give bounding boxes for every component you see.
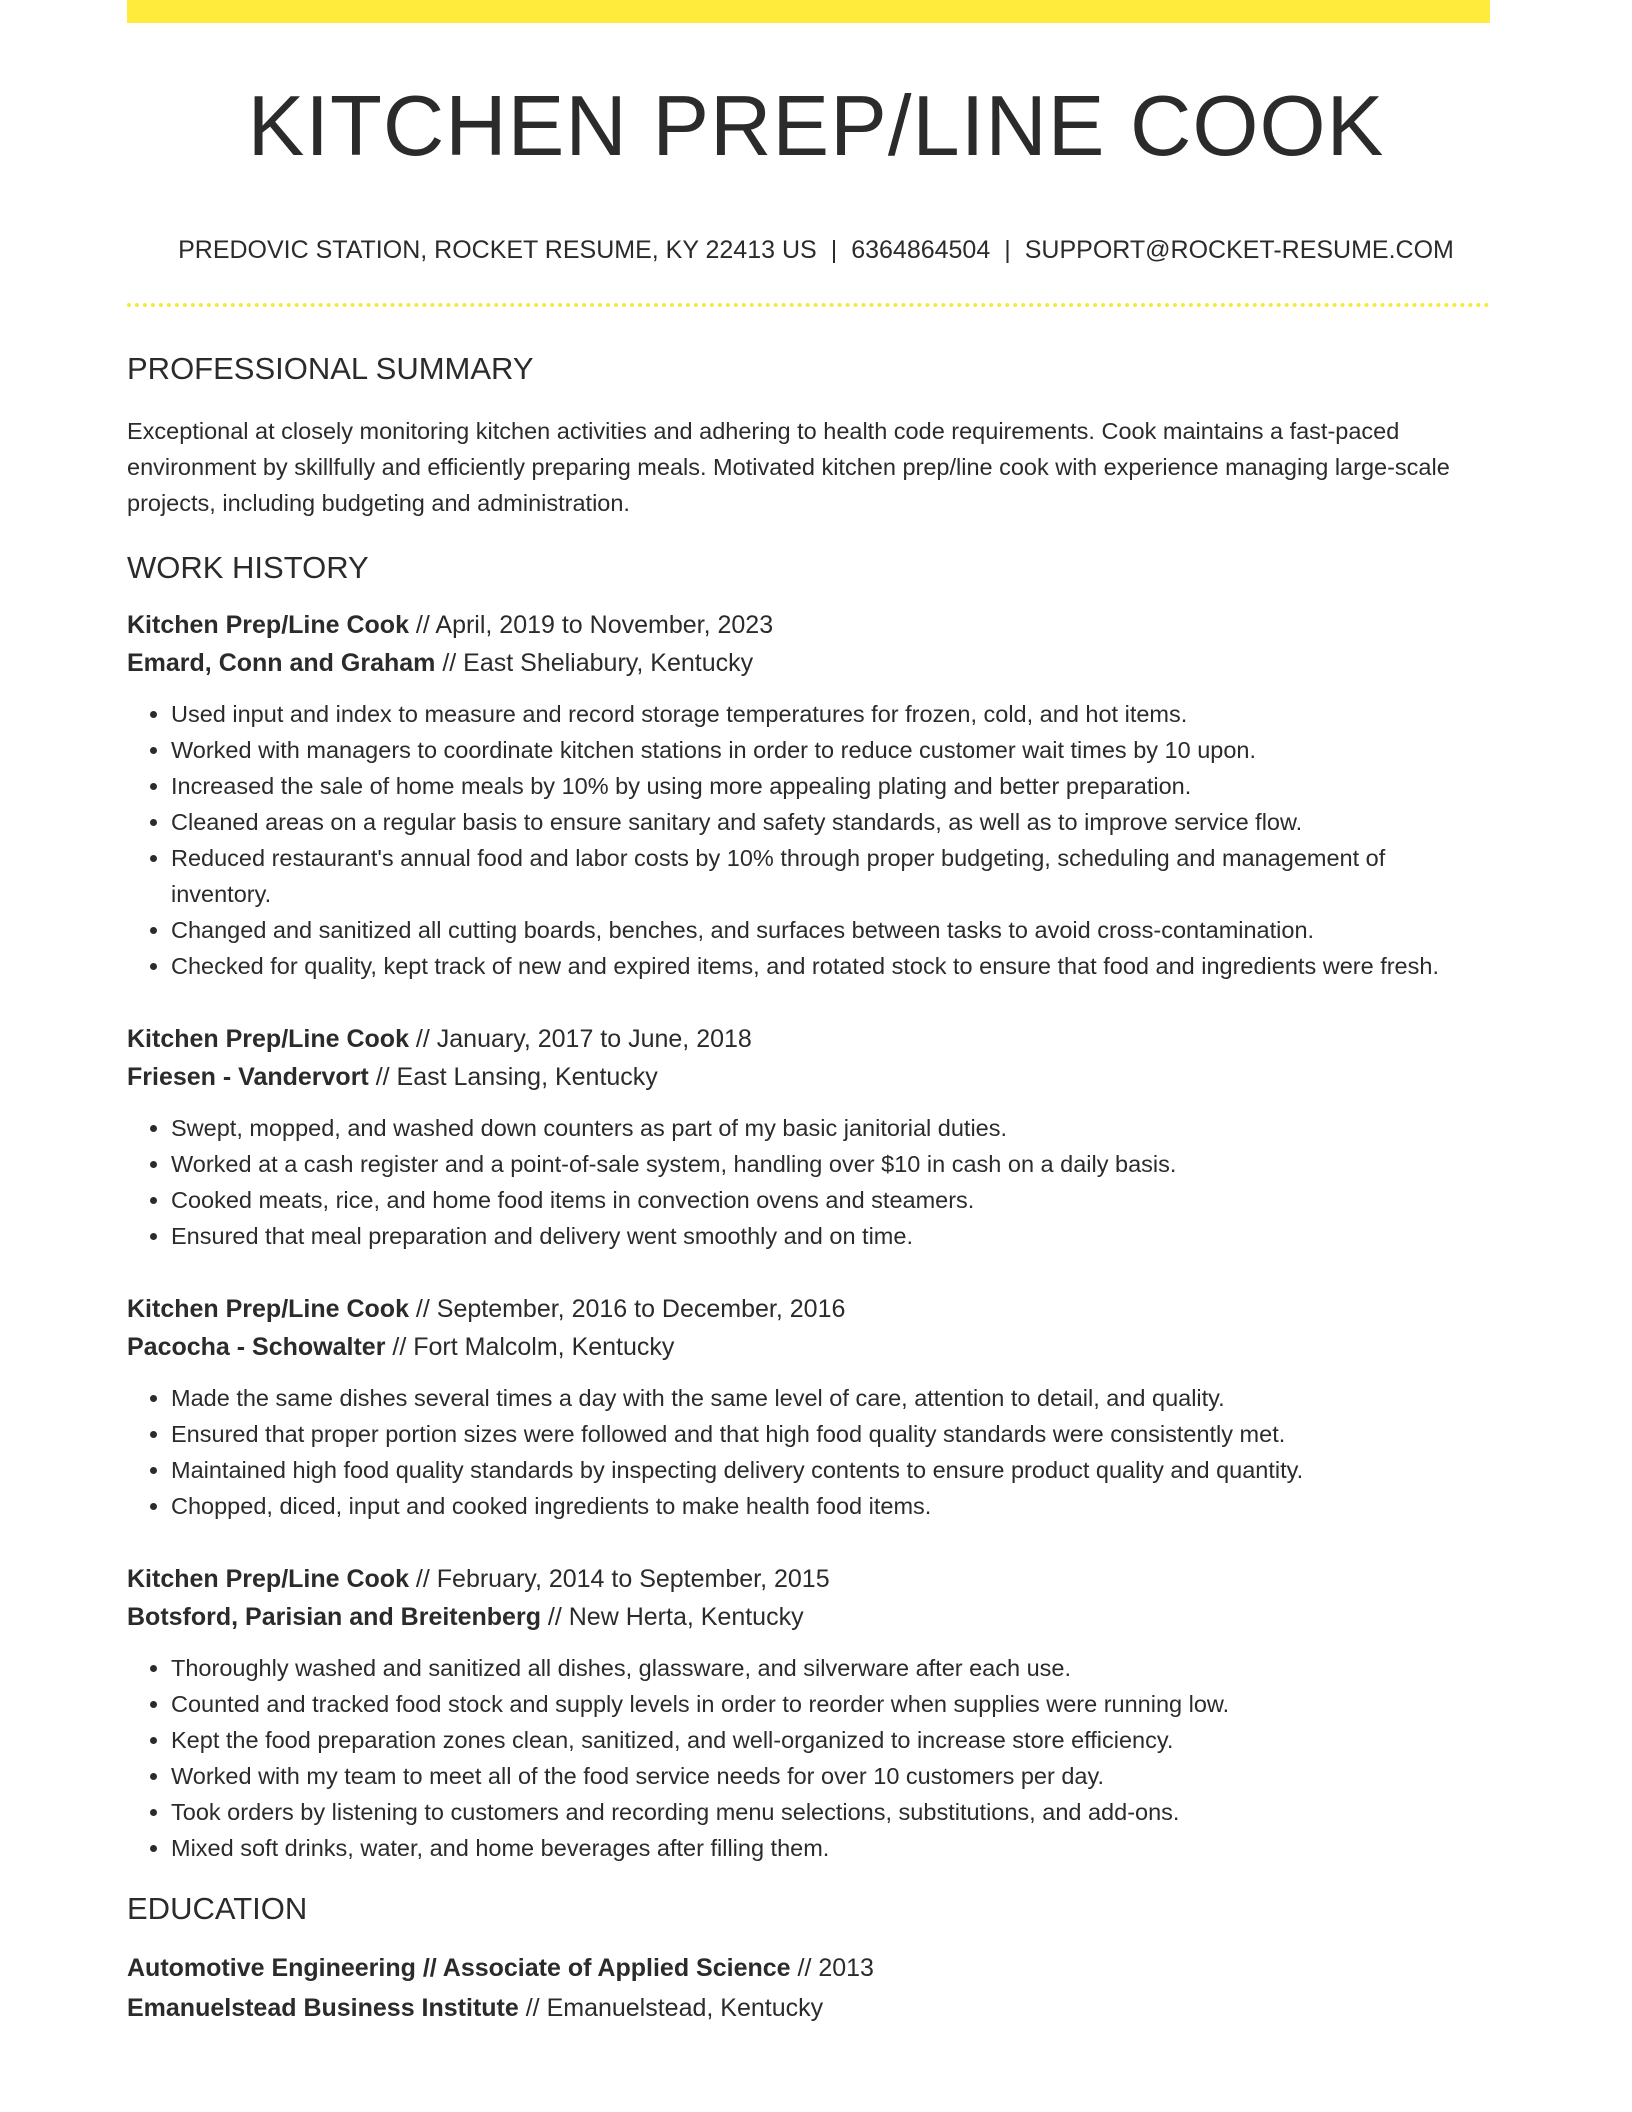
education-degree-line: [127, 1948, 1490, 1988]
job-title-line: [127, 1560, 1490, 1598]
bullet-item: • Checked for quality, kept track of new and expired items, and rotated stock to ensure that food and ingredients were fresh.: [171, 948, 1490, 984]
job-location: // New Herta, Kentucky: [540, 1603, 804, 1632]
job-dates: // September, 2016 to December, 2016: [408, 1295, 846, 1324]
education-year: // 2013: [790, 1953, 874, 1982]
contact-address: PREDOVIC STATION, ROCKET RESUME, KY 22413 US: [178, 236, 817, 264]
summary-text: Exceptional at closely monitoring kitchen activities and adhering to health code requirements. Cook maintains a fast-paced environment by skillfully and efficiently preparing meals. Motivated kitchen prep/line cook with experience managing large-scale projects, including budgeting and administration.: [127, 418, 1450, 517]
education-school: Emanuelstead Business Institute: [127, 1993, 519, 2022]
bullet-item: • Worked at a cash register and a point-of-sale system, handling over $10 in cash on a daily basis.: [171, 1146, 1490, 1182]
job-dates: // April, 2019 to November, 2023: [408, 611, 774, 640]
job-bullets: [127, 1650, 1490, 1866]
contact-email: SUPPORT@ROCKET-RESUME.COM: [1024, 236, 1454, 264]
header-divider: [127, 303, 1490, 307]
job-title: Kitchen Prep/Line Cook: [127, 1565, 409, 1594]
job-dates: // January, 2017 to June, 2018: [408, 1025, 752, 1054]
job-location: // East Sheliabury, Kentucky: [435, 649, 754, 678]
bullet-item: • Kept the food preparation zones clean, sanitized, and well-organized to increase store efficiency.: [171, 1722, 1490, 1758]
bullet-item: • Counted and tracked food stock and supply levels in order to reorder when supplies were running low.: [171, 1686, 1490, 1722]
job-company-line: [127, 1598, 1490, 1636]
job-bullets: [127, 1380, 1490, 1524]
job-list: [127, 606, 1490, 1866]
bullet-item: • Chopped, diced, input and cooked ingredients to make health food items.: [171, 1488, 1490, 1524]
bullet-item: • Made the same dishes several times a day with the same level of care, attention to detail, and quality.: [171, 1380, 1490, 1416]
job-title-line: [127, 1020, 1490, 1058]
bullet-item: • Used input and index to measure and record storage temperatures for frozen, cold, and hot items.: [171, 696, 1490, 732]
bullet-item: • Cleaned areas on a regular basis to ensure sanitary and safety standards, as well as to improve service flow.: [171, 804, 1490, 840]
bullet-item: • Took orders by listening to customers and recording menu selections, substitutions, and add-ons.: [171, 1794, 1490, 1830]
bullet-item: • Worked with managers to coordinate kitchen stations in order to reduce customer wait times by 10 upon.: [171, 732, 1490, 768]
education-degree: Automotive Engineering // Associate of Applied Science: [127, 1953, 791, 1982]
resume-body: [127, 350, 1490, 2028]
education-heading: EDUCATION: [127, 1891, 308, 1927]
bullet-item: • Cooked meats, rice, and home food items in convection ovens and steamers.: [171, 1182, 1490, 1218]
job-entry: [127, 606, 1490, 984]
job-company-line: [127, 644, 1490, 682]
job-company: Emard, Conn and Graham: [127, 649, 436, 678]
bullet-item: • Increased the sale of home meals by 10% by using more appealing plating and better preparation.: [171, 768, 1490, 804]
contact-phone: 6364864504: [851, 236, 991, 264]
job-company: Pacocha - Schowalter: [127, 1333, 386, 1362]
job-title-line: [127, 606, 1490, 644]
work-history-heading: WORK HISTORY: [127, 550, 369, 586]
job-company: Botsford, Parisian and Breitenberg: [127, 1603, 541, 1632]
bullet-item: • Ensured that meal preparation and delivery went smoothly and on time.: [171, 1218, 1490, 1254]
accent-top-bar: [127, 0, 1490, 23]
job-entry: [127, 1560, 1490, 1866]
candidate-title: KITCHEN PREP/LINE COOK: [247, 79, 1385, 174]
bullet-item: • Thoroughly washed and sanitized all dishes, glassware, and silverware after each use.: [171, 1650, 1490, 1686]
job-dates: // February, 2014 to September, 2015: [408, 1565, 830, 1594]
job-entry: [127, 1020, 1490, 1254]
job-title: Kitchen Prep/Line Cook: [127, 1025, 409, 1054]
job-title-line: [127, 1290, 1490, 1328]
education-location: // Emanuelstead, Kentucky: [518, 1993, 824, 2022]
job-location: // East Lansing, Kentucky: [368, 1063, 658, 1092]
contact-separator: |: [1004, 236, 1011, 264]
job-company-line: [127, 1058, 1490, 1096]
bullet-item: • Ensured that proper portion sizes were followed and that high food quality standards were consistently met.: [171, 1416, 1490, 1452]
job-location: // Fort Malcolm, Kentucky: [385, 1333, 675, 1362]
job-bullets: [127, 696, 1490, 984]
contact-separator: |: [830, 236, 838, 264]
job-bullets: [127, 1110, 1490, 1254]
bullet-item: • Worked with my team to meet all of the food service needs for over 10 customers per day.: [171, 1758, 1490, 1794]
bullet-item: • Maintained high food quality standards by inspecting delivery contents to ensure product quality and quantity.: [171, 1452, 1490, 1488]
bullet-item: • Reduced restaurant's annual food and labor costs by 10% through proper budgeting, scheduling and management of inventory.: [171, 840, 1490, 912]
education-school-line: [127, 1988, 1490, 2028]
summary-heading: PROFESSIONAL SUMMARY: [127, 351, 534, 386]
bullet-item: • Swept, mopped, and washed down counters as part of my basic janitorial duties.: [171, 1110, 1490, 1146]
bullet-item: • Mixed soft drinks, water, and home beverages after filling them.: [171, 1830, 1490, 1866]
contact-line: [0, 236, 1632, 265]
job-entry: [127, 1290, 1490, 1524]
job-title: Kitchen Prep/Line Cook: [127, 1295, 409, 1324]
bullet-item: • Changed and sanitized all cutting boards, benches, and surfaces between tasks to avoid cross-contamination.: [171, 912, 1490, 948]
job-company: Friesen - Vandervort: [127, 1063, 369, 1092]
job-company-line: [127, 1328, 1490, 1366]
job-title: Kitchen Prep/Line Cook: [127, 611, 409, 640]
